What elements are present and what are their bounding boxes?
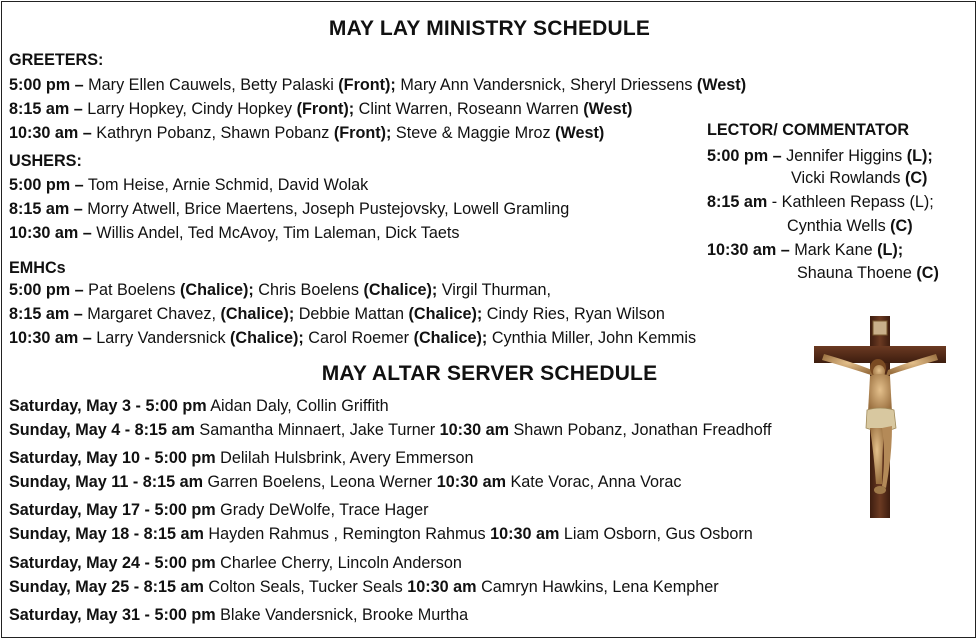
lector-row-cont: Cynthia Wells (C) bbox=[787, 217, 913, 235]
lector-row: 5:00 pm – Jennifer Higgins (L); bbox=[707, 147, 933, 165]
ministry-title: MAY LAY MINISTRY SCHEDULE bbox=[328, 17, 651, 40]
lector-heading: LECTOR/ COMMENTATOR bbox=[707, 121, 910, 139]
lector-row: 8:15 am - Kathleen Repass (L); bbox=[707, 193, 934, 211]
altar-row: Sunday, May 4 - 8:15 am Samantha Minnaert, Jake Turner 10:30 am Shawn Pobanz, Jonathan Freadhoff bbox=[9, 421, 772, 439]
emhcs-row: 5:00 pm – Pat Boelens (Chalice); Chris Boelens (Chalice); Virgil Thurman, bbox=[9, 281, 551, 299]
altar-title: MAY ALTAR SERVER SCHEDULE bbox=[321, 362, 658, 385]
greeters-row: 8:15 am – Larry Hopkey, Cindy Hopkey (Front); Clint Warren, Roseann Warren (West) bbox=[9, 100, 633, 118]
emhcs-heading: EMHCs bbox=[9, 259, 66, 277]
lector-row-cont: Shauna Thoene (C) bbox=[797, 264, 939, 282]
lector-row: 10:30 am – Mark Kane (L); bbox=[707, 241, 904, 259]
altar-row: Sunday, May 25 - 8:15 am Colton Seals, Tucker Seals 10:30 am Camryn Hawkins, Lena Kempher bbox=[9, 578, 719, 596]
altar-row: Sunday, May 18 - 8:15 am Hayden Rahmus , Remington Rahmus 10:30 am Liam Osborn, Gus Osborn bbox=[9, 525, 753, 543]
altar-row: Saturday, May 3 - 5:00 pm Aidan Daly, Collin Griffith bbox=[9, 397, 389, 415]
altar-row: Saturday, May 10 - 5:00 pm Delilah Hulsbrink, Avery Emmerson bbox=[9, 449, 474, 467]
ushers-row: 8:15 am – Morry Atwell, Brice Maertens, Joseph Pustejovsky, Lowell Gramling bbox=[9, 200, 570, 218]
altar-row: Saturday, May 31 - 5:00 pm Blake Vandersnick, Brooke Murtha bbox=[9, 606, 469, 624]
altar-row: Saturday, May 24 - 5:00 pm Charlee Cherry, Lincoln Anderson bbox=[9, 554, 462, 572]
greeters-row: 5:00 pm – Mary Ellen Cauwels, Betty Palaski (Front); Mary Ann Vandersnick, Sheryl Driessens (West) bbox=[9, 76, 747, 94]
crucifix-icon bbox=[812, 316, 948, 518]
emhcs-row: 10:30 am – Larry Vandersnick (Chalice); Carol Roemer (Chalice); Cynthia Miller, John Kemmis bbox=[9, 329, 697, 347]
ushers-heading: USHERS: bbox=[9, 152, 82, 170]
ushers-row: 5:00 pm – Tom Heise, Arnie Schmid, David Wolak bbox=[9, 176, 369, 194]
greeters-heading: GREETERS: bbox=[9, 51, 104, 69]
greeters-row: 10:30 am – Kathryn Pobanz, Shawn Pobanz (Front); Steve & Maggie Mroz (West) bbox=[9, 124, 605, 142]
emhcs-row: 8:15 am – Margaret Chavez, (Chalice); Debbie Mattan (Chalice); Cindy Ries, Ryan Wilson bbox=[9, 305, 665, 323]
altar-row: Saturday, May 17 - 5:00 pm Grady DeWolfe, Trace Hager bbox=[9, 501, 429, 519]
altar-row: Sunday, May 11 - 8:15 am Garren Boelens, Leona Werner 10:30 am Kate Vorac, Anna Vorac bbox=[9, 473, 682, 491]
lector-row-cont: Vicki Rowlands (C) bbox=[791, 169, 928, 187]
ushers-row: 10:30 am – Willis Andel, Ted McAvoy, Tim Laleman, Dick Taets bbox=[9, 224, 460, 242]
